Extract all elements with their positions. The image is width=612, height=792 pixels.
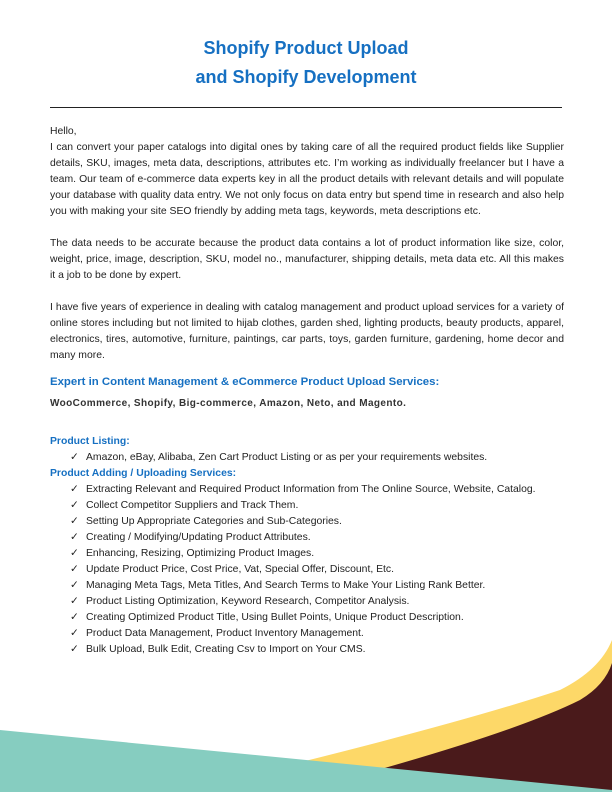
checkmark-icon: ✓	[70, 580, 79, 591]
divider	[50, 107, 562, 108]
list-item	[70, 642, 564, 658]
list-item-text: Collect Competitor Suppliers and Track Them.	[86, 500, 299, 511]
paragraph: I can convert your paper catalogs into digital ones by taking care of all the required product fields like Supplier details, SKU, images, meta data, descriptions, attributes etc. I’m working as individually freelancer but I have a team. Our team of e-commerce data experts key in all the product details with relevant details and will populate your database with quality data entry. We not only focus on data entry but spend time in research and also help you with making your site SEO friendly by adding meta tags, keywords, meta descriptions etc.	[50, 142, 564, 217]
page-title	[0, 34, 612, 92]
checkmark-icon: ✓	[70, 516, 79, 527]
uploading-services-heading: Product Adding / Uploading Services:	[50, 468, 237, 479]
list-item	[70, 578, 564, 594]
list-item-text: Enhancing, Resizing, Optimizing Product Images.	[86, 548, 315, 559]
greeting: Hello,	[50, 126, 77, 137]
list-item	[70, 450, 564, 466]
checkmark-icon: ✓	[70, 452, 79, 463]
list-item	[70, 482, 564, 498]
paragraph: The data needs to be accurate because the product data contains a lot of product information like size, color, weight, price, image, description, SKU, model no., manufacturer, shipping details, meta data etc. All this makes it a job to be done by expert.	[50, 238, 564, 281]
list-item	[70, 546, 564, 562]
checkmark-icon: ✓	[70, 628, 79, 639]
paragraph: I have five years of experience in dealing with catalog management and product upload services for a variety of online stores including but not limited to hijab clothes, garden shed, lighting products, beauty products, apparel, electronics, tires, automotive, furniture, paintings, car parts, toys, garden furniture, gardening, home decor and many more.	[50, 302, 564, 361]
checkmark-icon: ✓	[70, 612, 79, 623]
expert-heading: Expert in Content Management & eCommerce Product Upload Services:	[50, 376, 440, 388]
list-item	[70, 562, 564, 578]
list-item	[70, 610, 564, 626]
title-line-2: and Shopify Development	[195, 67, 417, 87]
list-item	[70, 594, 564, 610]
title-line-1: Shopify Product Upload	[203, 38, 409, 58]
list-item-text: Bulk Upload, Bulk Edit, Creating Csv to Import on Your CMS.	[86, 644, 366, 655]
document-body	[50, 124, 564, 658]
platforms-list: WooCommerce, Shopify, Big-commerce, Amazon, Neto, and Magento.	[50, 398, 407, 409]
list-item-text: Product Data Management, Product Inventory Management.	[86, 628, 364, 639]
list-item-text: Creating / Modifying/Updating Product Attributes.	[86, 532, 311, 543]
checkmark-icon: ✓	[70, 564, 79, 575]
checkmark-icon: ✓	[70, 500, 79, 511]
checkmark-icon: ✓	[70, 596, 79, 607]
list-item-text: Creating Optimized Product Title, Using Bullet Points, Unique Product Description.	[86, 612, 464, 623]
list-item-text: Managing Meta Tags, Meta Titles, And Search Terms to Make Your Listing Rank Better.	[86, 580, 486, 591]
list-item	[70, 626, 564, 642]
checkmark-icon: ✓	[70, 484, 79, 495]
list-item-text: Update Product Price, Cost Price, Vat, Special Offer, Discount, Etc.	[86, 564, 395, 575]
list-item-text: Setting Up Appropriate Categories and Sub-Categories.	[86, 516, 342, 527]
checkmark-icon: ✓	[70, 532, 79, 543]
checkmark-icon: ✓	[70, 548, 79, 559]
list-item-text: Product Listing Optimization, Keyword Research, Competitor Analysis.	[86, 596, 410, 607]
checkmark-icon: ✓	[70, 644, 79, 655]
uploading-services-list	[50, 482, 564, 658]
list-item-text: Amazon, eBay, Alibaba, Zen Cart Product Listing or as per your requirements websites.	[86, 452, 488, 463]
list-item	[70, 514, 564, 530]
list-item	[70, 498, 564, 514]
product-listing-list	[50, 450, 564, 466]
list-item-text: Extracting Relevant and Required Product Information from The Online Source, Website, Catalog.	[86, 484, 536, 495]
product-listing-heading: Product Listing:	[50, 436, 130, 447]
list-item	[70, 530, 564, 546]
